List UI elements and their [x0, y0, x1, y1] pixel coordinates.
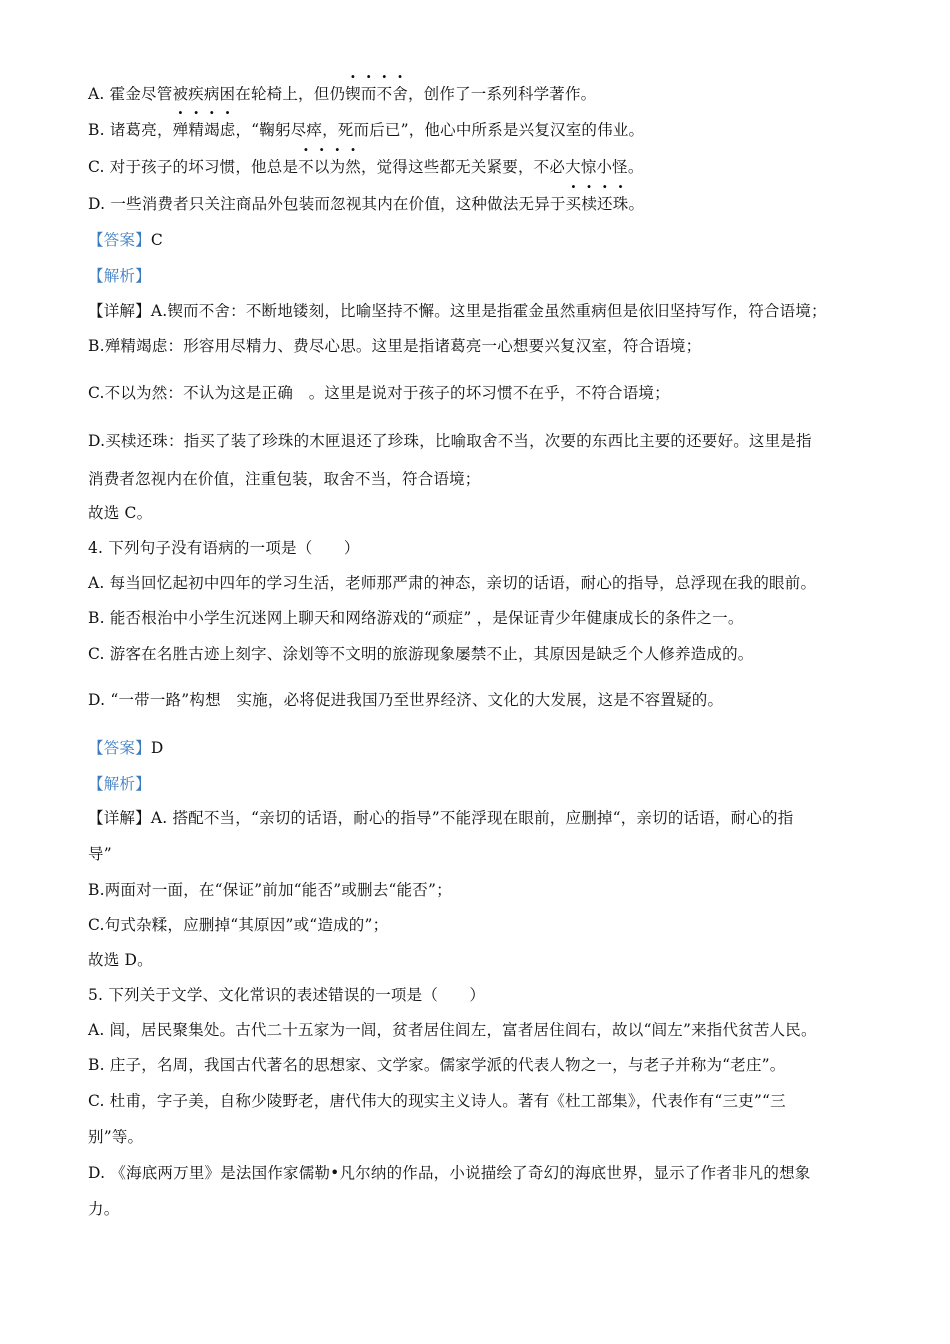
q5-option-d-cont: 力。 [88, 1200, 120, 1218]
q4-detail-line: B.两面对一面，在“保证”前加“能否”或删去“能否”； [88, 881, 452, 899]
q4-option-c: C. 游客在名胜古迹上刻字、涂划等不文明的旅游现象屡禁不止，其原因是缺乏个人修养造成的。 [88, 645, 754, 663]
answer-tag: 【答案】 [88, 739, 151, 757]
q3-conclusion: 故选 C。 [88, 504, 153, 522]
emphasis-char: 买 [565, 195, 582, 213]
detail-tag: 【详解】 [88, 809, 151, 827]
emphasis-char: 舍 [392, 85, 408, 103]
q4-option-d: D. “一带一路”构想 实施，必将促进我国乃至世界经济、文化的大发展，这是不容置疑的。 [88, 691, 724, 709]
q4-answer [88, 738, 878, 758]
q3-option-c: C. 对于孩子的坏习惯，他总是不以为然，觉得这些都无关紧要，不必大惊小怪。 [88, 158, 644, 176]
emphasis-char: 为 [329, 158, 346, 176]
q3-detail-line: 【详解】A.锲而不舍：不断地镂刻，比喻坚持不懈。这里是指霍金虽然重病但是依旧坚持写作，符合语境； [88, 302, 827, 320]
emphasis-char: 锲 [345, 85, 361, 103]
emphasis-char: 珠 [612, 195, 629, 213]
q5-option-d: D. 《海底两万里》是法国作家儒勒•凡尔纳的作品，小说描绘了奇幻的海底世界，显示了作者非凡的想象 [88, 1164, 811, 1182]
q4-detail-line: 【详解】A. 搭配不当，“亲切的话语，耐心的指导”不能浮现在眼前，应删掉“，亲切的话语，耐心的指 [88, 809, 794, 827]
q3-analysis-tag: 【解析】 [88, 267, 151, 285]
q4-option-b: B. 能否根治中小学生沉迷网上聊天和网络游戏的“顽症” ，是保证青少年健康成长的条件之一。 [88, 609, 744, 627]
q3-option-a: A. 霍金尽管被疾病困在轮椅上，但仍锲而不舍，创作了一系列科学著作。 [88, 85, 597, 103]
q5-option-b: B. 庄子，名周，我国古代著名的思想家、文学家。儒家学派的代表人物之一，与老子并称为“老庄”。 [88, 1056, 786, 1074]
q3-detail-line: 消费者忽视内在价值，注重包装，取舍不当，符合语境； [88, 470, 481, 488]
answer-tag: 【答案】 [88, 231, 151, 249]
q5-option-c: C. 杜甫，字子美，自称少陵野老，唐代伟大的现实主义诗人。著有《杜工部集》，代表作有“三吏”“三 [88, 1092, 786, 1110]
q3-option-b: B. 诸葛亮，殚精竭虑，“鞠躬尽瘁，死而后已”，他心中所系是兴复汉室的伟业。 [88, 121, 645, 139]
q5-stem: 5. 下列关于文学、文化常识的表述错误的一项是（ ） [88, 986, 486, 1004]
q5-option-a: A. 闾，居民聚集处。古代二十五家为一闾，贫者居住闾左，富者居住闾右，故以“闾左”来指代贫苦人民。 [88, 1021, 817, 1039]
answer-value: D [150, 739, 164, 757]
emphasis-char: 不 [298, 158, 314, 176]
emphasis-char: 殚 [172, 121, 189, 139]
emphasis-char: 不 [376, 85, 393, 103]
q4-detail-line: C.句式杂糅，应删掉“其原因”或“造成的”； [88, 916, 389, 934]
emphasis-char: 还 [597, 195, 613, 213]
q4-option-a: A. 每当回忆起初中四年的学习生活，老师那严肃的神态，亲切的话语，耐心的指导，总浮现在我的眼前。 [88, 574, 817, 592]
emphasis-char: 虑 [219, 121, 236, 139]
emphasis-char: 而 [360, 85, 377, 103]
detail-tag: 【详解】 [88, 302, 151, 320]
q4-detail-line: 导” [88, 845, 112, 863]
q4-conclusion: 故选 D。 [88, 951, 153, 969]
q4-analysis-tag: 【解析】 [88, 775, 151, 793]
q4-stem: 4. 下列句子没有语病的一项是（ ） [88, 539, 360, 557]
q3-detail-line: D.买椟还珠：指买了装了珍珠的木匣退还了珍珠，比喻取舍不当，次要的东西比主要的还要好。这里是指 [88, 432, 812, 450]
emphasis-char: 精 [188, 121, 205, 139]
q5-option-c-cont: 别”等。 [88, 1128, 144, 1146]
q3-detail-line: C.不以为然：不认为这是正确 。这里是说对于孩子的坏习惯不在乎，不符合语境； [88, 384, 670, 402]
emphasis-char: 竭 [204, 121, 220, 139]
q3-option-d: D. 一些消费者只关注商品外包装而忽视其内在价值，这种做法无异于买椟还珠。 [88, 195, 645, 213]
q3-answer [88, 230, 878, 250]
q3-detail-line: B.殚精竭虑：形容用尽精力、费尽心思。这里是指诸葛亮一心想要兴复汉室，符合语境； [88, 337, 702, 355]
emphasis-char: 椟 [581, 195, 598, 213]
emphasis-char: 然 [345, 158, 361, 176]
emphasis-char: 以 [313, 158, 330, 176]
answer-value: C [150, 231, 163, 249]
